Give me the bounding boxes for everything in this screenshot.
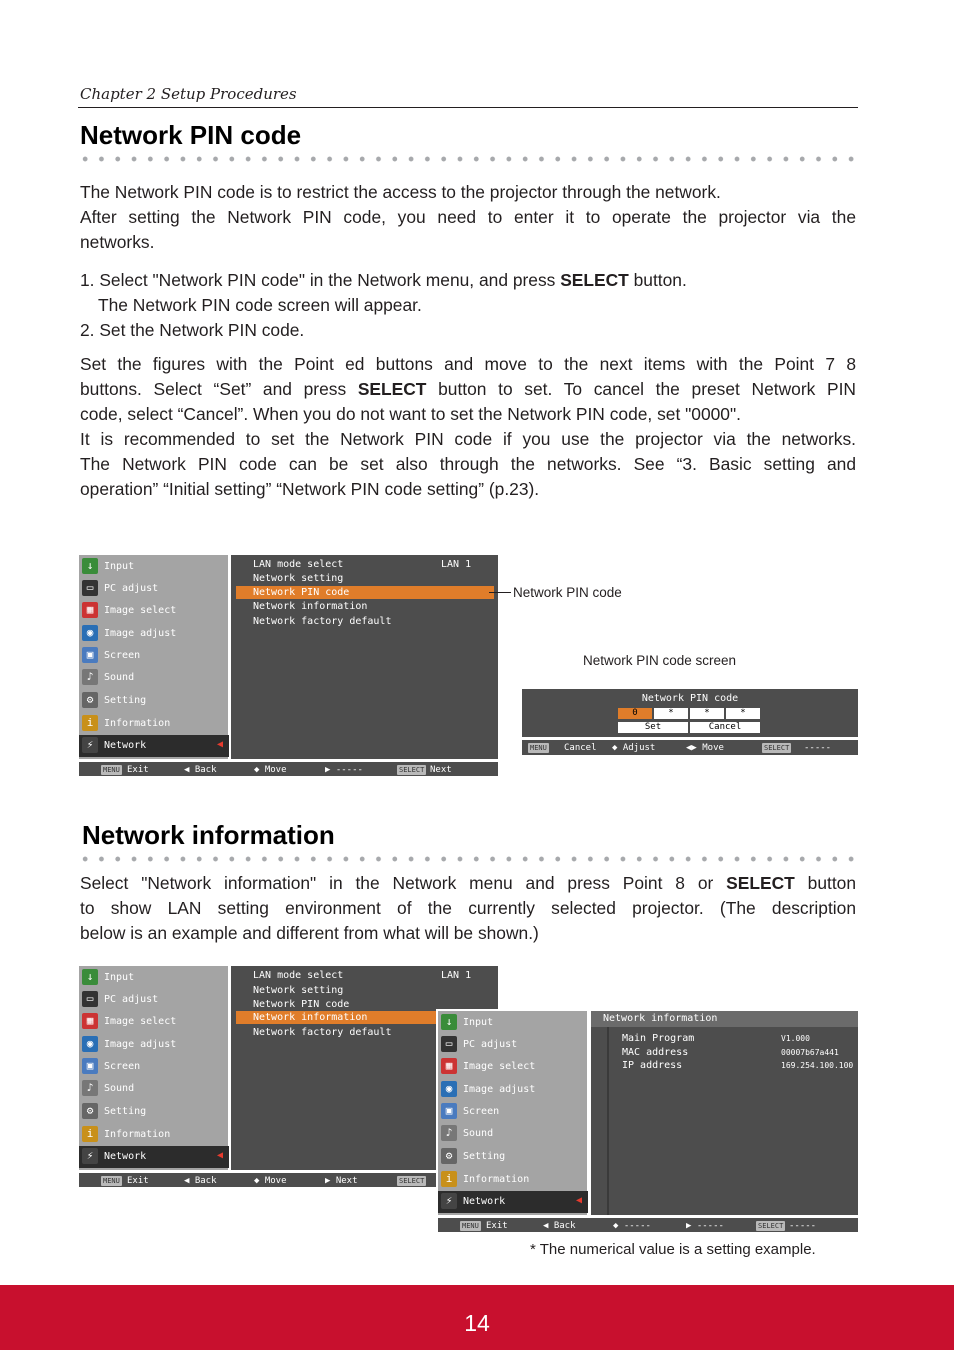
menu-guide-bar-2: MENU Exit ◀ Back ◆ Move ▶ Next SELECT bbox=[79, 1173, 498, 1187]
footnote: * The numerical value is a setting example. bbox=[530, 1241, 816, 1258]
submenu-item-network-pin-code[interactable]: Network PIN code bbox=[236, 586, 494, 599]
menu-item-screen[interactable]: ▣ Screen bbox=[79, 645, 229, 667]
menu-item-screen[interactable]: ▣ Screen bbox=[438, 1101, 588, 1123]
page-number: 14 bbox=[464, 1310, 490, 1336]
menu-item-input[interactable]: ↓ Input bbox=[438, 1012, 588, 1034]
selected-arrow-icon: ◀ bbox=[216, 1150, 223, 1161]
menu-item-information[interactable]: i Information bbox=[438, 1169, 588, 1191]
submenu-item-network-factory-default[interactable]: Network factory default bbox=[253, 616, 392, 627]
menu-item-sound[interactable]: ♪ Sound bbox=[79, 1078, 229, 1100]
menu-item-information[interactable]: i Information bbox=[79, 1124, 229, 1146]
submenu-item-network-information[interactable]: Network information bbox=[236, 1011, 494, 1024]
menu-item-network[interactable]: ⚡ Network ◀ bbox=[438, 1191, 588, 1213]
network-submenu-panel bbox=[231, 555, 498, 759]
menu-item-sound[interactable]: ♪ Sound bbox=[438, 1123, 588, 1145]
intro-paragraph: The Network PIN code is to restrict the access to the projector through the network. After setting the Network PIN code, you need to enter it to operate the projector via the networks. bbox=[80, 182, 856, 252]
netinfo-value-ip: 169.254.100.100 bbox=[781, 1061, 854, 1070]
label-network-pin-code-screen: Network PIN code screen bbox=[583, 653, 737, 668]
submenu-item-lan-mode[interactable]: LAN mode select LAN 1 bbox=[253, 970, 472, 981]
submenu-item-network-setting[interactable]: Network setting bbox=[253, 985, 344, 996]
pin-set-button[interactable]: Set bbox=[618, 722, 688, 733]
netinfo-label-main-program: Main Program bbox=[622, 1033, 695, 1044]
chapter-header: Chapter 2 Setup Procedures bbox=[80, 85, 297, 103]
menu-item-setting[interactable]: ⚙ Setting bbox=[79, 1101, 229, 1123]
menu-item-network[interactable]: ⚡ Network ◀ bbox=[79, 1146, 229, 1168]
steps-list: 1. Select "Network PIN code" in the Network menu, and press SELECT button. The Network PIN code screen will appear. 2. Set the Network PIN code. bbox=[80, 270, 687, 340]
selected-arrow-icon: ◀ bbox=[575, 1195, 582, 1206]
netinfo-value-mac: 00007b67a441 bbox=[781, 1047, 839, 1057]
menu-item-pc-adjust[interactable]: ▭ PC adjust bbox=[438, 1034, 588, 1056]
submenu-item-network-setting[interactable]: Network setting bbox=[253, 573, 344, 584]
pin-digit-2[interactable]: * bbox=[654, 708, 688, 719]
netinfo-values bbox=[781, 1032, 853, 1073]
pin-digit-4[interactable]: * bbox=[726, 708, 760, 719]
section-title-network-information: Network information bbox=[82, 820, 335, 850]
label-network-pin-code: Network PIN code bbox=[513, 585, 622, 600]
menu-item-setting[interactable]: ⚙ Setting bbox=[79, 690, 229, 712]
netinfo-title: Network information bbox=[603, 1013, 718, 1024]
dotted-divider bbox=[77, 155, 859, 163]
header-rule bbox=[78, 107, 858, 108]
menu-item-sound[interactable]: ♪ Sound bbox=[79, 667, 229, 689]
menu-item-image-adjust[interactable]: ◉ Image adjust bbox=[79, 623, 229, 645]
submenu-item-network-factory-default[interactable]: Network factory default bbox=[253, 1027, 392, 1038]
menu-item-pc-adjust[interactable]: ▭ PC adjust bbox=[79, 989, 229, 1011]
netinfo-label-mac: MAC address bbox=[622, 1046, 689, 1058]
menu-item-setting[interactable]: ⚙ Setting bbox=[438, 1146, 588, 1168]
menu-item-input[interactable]: ↓ Input bbox=[79, 967, 229, 989]
netinfo-guide-bar: MENU Exit ◀ Back ◆ ----- ▶ ----- SELECT ----- bbox=[438, 1218, 858, 1232]
menu-item-pc-adjust[interactable]: ▭ PC adjust bbox=[79, 578, 229, 600]
menu-item-image-select[interactable]: ▦ Image select bbox=[79, 600, 229, 622]
instructions-paragraph: Set the figures with the Point ed buttons and move to the next items with the Point 7 8 buttons. Select “Set” and press SELECT button to set. To cancel the preset Network PIN code, select “Cancel”. When you do not want to set the Network PIN code, set "0000". It is recommended to set the Network PIN code if you use the projector via the networks. The Network PIN code can be set also through the networks. See “3. Basic setting and operation” “Initial setting” “Network PIN code setting” (p.23). bbox=[80, 354, 856, 499]
section-title-network-pin: Network PIN code bbox=[80, 120, 302, 150]
callout-line bbox=[489, 592, 511, 593]
pin-screen-title: Network PIN code bbox=[641, 693, 739, 704]
menu-item-information[interactable]: i Information bbox=[79, 713, 229, 735]
network-info-paragraph: Select "Network information" in the Network menu and press Point 8 or SELECT button to show LAN setting environment of the currently selected projector. (The description below is an example and different from what will be shown.) bbox=[80, 873, 856, 943]
dotted-divider-2 bbox=[77, 855, 859, 863]
pin-digit-3[interactable]: * bbox=[690, 708, 724, 719]
netinfo-value-main-program: V1.000 bbox=[781, 1034, 810, 1043]
menu-item-network[interactable]: ⚡ Network ◀ bbox=[79, 735, 229, 757]
menu-item-image-select[interactable]: ▦ Image select bbox=[438, 1056, 588, 1078]
pin-cancel-button[interactable]: Cancel bbox=[690, 722, 760, 733]
pin-digit-1[interactable]: 0 bbox=[618, 708, 652, 719]
submenu-item-network-pin-code[interactable]: Network PIN code bbox=[253, 999, 350, 1010]
pin-code-screen bbox=[522, 689, 858, 737]
pin-guide-bar: MENU Cancel ◆ Adjust ◀▶ Move SELECT ----- bbox=[522, 740, 858, 755]
main-menu-panel bbox=[79, 555, 228, 759]
netinfo-label-ip: IP address bbox=[622, 1060, 683, 1071]
menu-item-image-adjust[interactable]: ◉ Image adjust bbox=[79, 1034, 229, 1056]
menu-item-image-select[interactable]: ▦ Image select bbox=[79, 1011, 229, 1033]
menu-guide-bar: MENU Exit ◀ Back ◆ Move ▶ ----- SELECT Next bbox=[79, 762, 498, 776]
submenu-item-network-information[interactable]: Network information bbox=[253, 601, 368, 612]
menu-item-image-adjust[interactable]: ◉ Image adjust bbox=[438, 1079, 588, 1101]
submenu-item-lan-mode[interactable]: LAN mode select LAN 1 bbox=[253, 559, 472, 570]
selected-arrow-icon: ◀ bbox=[216, 739, 223, 750]
main-menu-panel-3 bbox=[438, 1011, 587, 1215]
menu-item-screen[interactable]: ▣ Screen bbox=[79, 1056, 229, 1078]
netinfo-labels bbox=[622, 1032, 694, 1073]
netinfo-panel bbox=[591, 1011, 858, 1215]
menu-item-input[interactable]: ↓ Input bbox=[79, 556, 229, 578]
main-menu-panel-2 bbox=[79, 966, 228, 1170]
